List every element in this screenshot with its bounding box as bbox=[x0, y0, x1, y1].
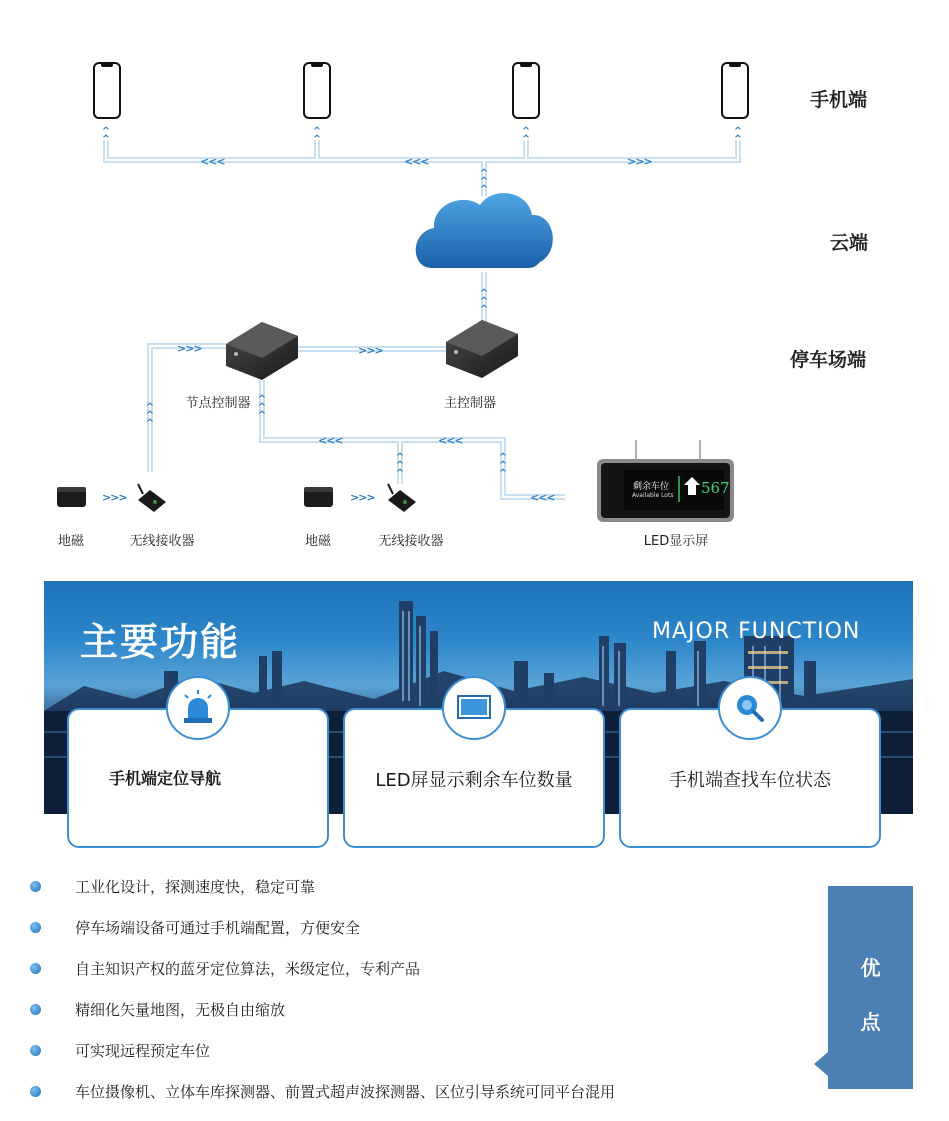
geomagnetic-label-2: 地磁 bbox=[304, 534, 332, 549]
main-controller-label: 主控制器 bbox=[443, 396, 497, 411]
flow-arrow-up: ^ ^ bbox=[733, 126, 743, 145]
wireless-receiver-icon-2 bbox=[388, 484, 416, 512]
smartphone-icon-1 bbox=[94, 63, 120, 118]
flow-arrow-left: <<< bbox=[530, 491, 555, 504]
flow-arrow-left: <<< bbox=[404, 155, 429, 168]
advantage-text: 工业化设计，探测速度快，稳定可靠 bbox=[75, 878, 316, 896]
advantages-tag bbox=[828, 886, 913, 1089]
feature-card-search bbox=[619, 708, 881, 848]
cloud-icon bbox=[416, 193, 553, 268]
flow-arrow-up: ^ ^ ^ bbox=[395, 452, 405, 479]
wireless-receiver-icon-1 bbox=[138, 484, 166, 512]
advantage-text: 精细化矢量地图，无极自由缩放 bbox=[75, 1001, 286, 1019]
led-count: 567 bbox=[701, 479, 730, 497]
advantage-text: 可实现远程预定车位 bbox=[75, 1042, 211, 1060]
flow-arrow-right: >>> bbox=[177, 342, 202, 355]
feature-label: 手机端定位导航 bbox=[109, 769, 222, 788]
alarm-light-icon bbox=[166, 676, 230, 740]
flow-arrow-right: >>> bbox=[358, 344, 383, 357]
tier-label-mobile: 手机端 bbox=[810, 89, 868, 111]
search-icon bbox=[718, 676, 782, 740]
flow-arrow-up: ^ ^ bbox=[101, 126, 111, 145]
bullet-icon bbox=[30, 1045, 41, 1056]
advantages-tag-notch bbox=[814, 1052, 828, 1076]
advantages-tag-char: 点 bbox=[860, 1010, 881, 1034]
banner-title: 主要功能 bbox=[80, 620, 241, 664]
flow-arrow-up: ^ ^ ^ bbox=[479, 288, 489, 315]
flow-arrow-up: ^ ^ ^ bbox=[145, 402, 155, 429]
flow-arrow-left: <<< bbox=[318, 434, 343, 447]
tier-label-cloud: 云端 bbox=[830, 232, 869, 254]
advantages-tag-char: 优 bbox=[860, 956, 881, 980]
advantage-text: 停车场端设备可通过手机端配置，方便安全 bbox=[75, 919, 361, 937]
advantage-text: 车位摄像机、立体车库探测器、前置式超声波探测器、区位引导系统可同平台混用 bbox=[75, 1083, 616, 1101]
banner-title-en: MAJOR FUNCTION bbox=[652, 619, 861, 644]
feature-label: LED屏显示剩余车位数量 bbox=[375, 770, 573, 791]
flow-arrow-right: >>> bbox=[102, 491, 127, 504]
flow-arrow-up: ^ ^ bbox=[312, 126, 322, 145]
node-controller-device-icon bbox=[226, 322, 298, 380]
main-controller-device-icon bbox=[446, 320, 518, 378]
led-label-cn: 剩余车位 bbox=[633, 482, 670, 492]
geomagnetic-sensor-icon-1 bbox=[57, 487, 86, 507]
bullet-icon bbox=[30, 963, 41, 974]
receiver-label-1: 无线接收器 bbox=[129, 534, 195, 549]
geomagnetic-label-1: 地磁 bbox=[57, 534, 85, 549]
led-display-label: LED显示屏 bbox=[643, 534, 709, 549]
bullet-icon bbox=[30, 922, 41, 933]
bullet-icon bbox=[30, 1004, 41, 1015]
smartphone-icon-3 bbox=[513, 63, 539, 118]
advantage-text: 自主知识产权的蓝牙定位算法，米级定位，专利产品 bbox=[75, 960, 421, 978]
node-controller-label: 节点控制器 bbox=[185, 396, 251, 411]
flow-arrow-right: >>> bbox=[627, 155, 652, 168]
flow-arrow-up: ^ ^ ^ bbox=[479, 168, 489, 195]
flow-arrow-left: <<< bbox=[438, 434, 463, 447]
flow-arrow-up: ^ ^ ^ bbox=[498, 452, 508, 479]
receiver-label-2: 无线接收器 bbox=[378, 534, 444, 549]
led-label-en: Available Lots bbox=[632, 492, 674, 499]
bullet-icon bbox=[30, 881, 41, 892]
connection-lines bbox=[106, 140, 738, 497]
tier-label-parking: 停车场端 bbox=[790, 349, 867, 371]
flow-arrow-up: ^ ^ bbox=[521, 126, 531, 145]
monitor-icon bbox=[442, 676, 506, 740]
feature-card-led bbox=[343, 708, 605, 848]
feature-card-navigation bbox=[67, 708, 329, 848]
flow-arrow-left: <<< bbox=[200, 155, 225, 168]
bullet-icon bbox=[30, 1086, 41, 1097]
smartphone-icon-4 bbox=[722, 63, 748, 118]
smartphone-icon-2 bbox=[304, 63, 330, 118]
feature-label: 手机端查找车位状态 bbox=[669, 770, 831, 791]
geomagnetic-sensor-icon-2 bbox=[304, 487, 333, 507]
flow-arrow-up: ^ ^ ^ bbox=[257, 394, 267, 421]
flow-arrow-right: >>> bbox=[350, 491, 375, 504]
